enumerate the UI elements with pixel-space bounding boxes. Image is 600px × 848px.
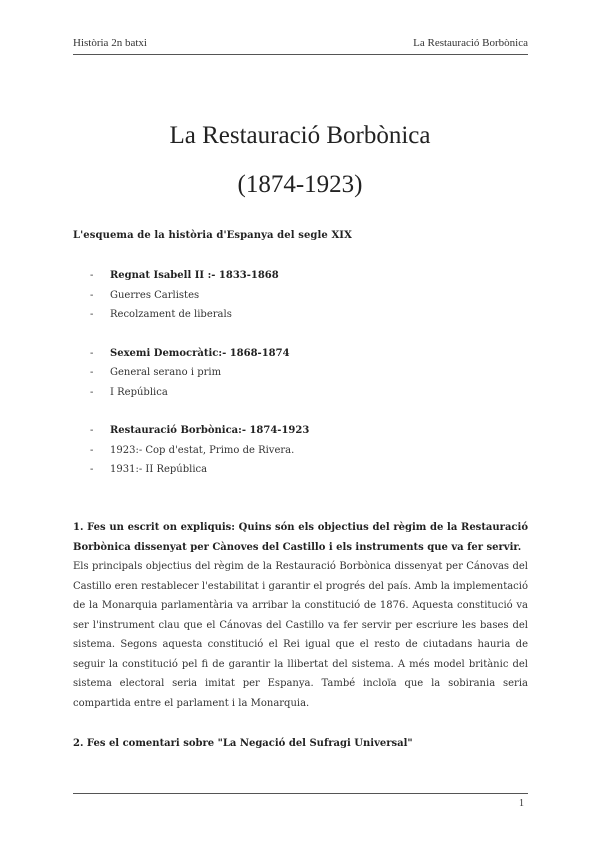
question-1: 1. Fes un escrit on expliquis: Quins són els objectius del règim de la Restauració Borbònica dissenyat per Cànoves del Castillo i els instruments que va fer servir. <box>73 522 528 553</box>
period-sexenni <box>73 344 533 403</box>
running-header <box>73 37 528 49</box>
list-item: - 1923:- Cop d'estat, Primo de Rivera. <box>90 444 295 456</box>
period-heading: Restauració Borbònica:- 1874-1923 <box>110 425 310 436</box>
period-heading: Regnat Isabell II :- 1833-1868 <box>110 270 279 281</box>
list-item: - Restauració Borbònica:- 1874-1923 <box>73 421 533 441</box>
list-item: - 1931:- II República <box>90 464 208 475</box>
period-isabell <box>73 266 533 325</box>
list-item: - I República <box>90 386 168 398</box>
page-subtitle: (1874-1923) <box>237 171 363 198</box>
header-rule <box>73 54 528 55</box>
section-heading: L'esquema de la història d'Espanya del segle XIX <box>73 230 352 241</box>
list-item: - General serano i prim <box>90 367 222 378</box>
list-item: - Sexemi Democràtic:- 1868-1874 <box>73 344 533 364</box>
period-restauracio <box>73 421 533 480</box>
question-2: 2. Fes el comentari sobre "La Negació del Sufragi Universal" <box>73 738 413 749</box>
answer-1: Els principals objectius del règim de la Restauració Borbònica dissenyat per Cánovas del Castillo eren restablecer l'estabilitat i garantir el progrés del país. Amb la implementació de la Monarquia parlamentària va arribar la constitució de 1876. Aquesta constitució va ser l'instrument clau que el Cánovas del Castillo va fer servir per escriure les bases del sistema. Segons aquesta constitució el Rei igual que el resto de ciutadans hauria de seguir la constitució pel fi de garantir la llibertat del sistema. A més model britànic del sistema electoral seria imitat per Espanya. També incloïa que la sobirania seria compartida entre el parlament i la Monarquia. <box>73 561 528 709</box>
periods-list <box>73 266 533 499</box>
footer-rule <box>73 793 528 794</box>
page-number: 1 <box>519 798 524 809</box>
list-item: - Regnat Isabell II :- 1833-1868 <box>73 266 533 286</box>
header-course: Història 2n batxi <box>73 37 147 49</box>
list-item: - Guerres Carlistes <box>90 289 200 301</box>
list-item: - Recolzament de liberals <box>90 309 232 320</box>
period-heading: Sexemi Democràtic:- 1868-1874 <box>110 347 290 359</box>
page-title: La Restauració Borbònica <box>169 122 431 149</box>
header-topic: La Restauració Borbònica <box>413 37 528 49</box>
